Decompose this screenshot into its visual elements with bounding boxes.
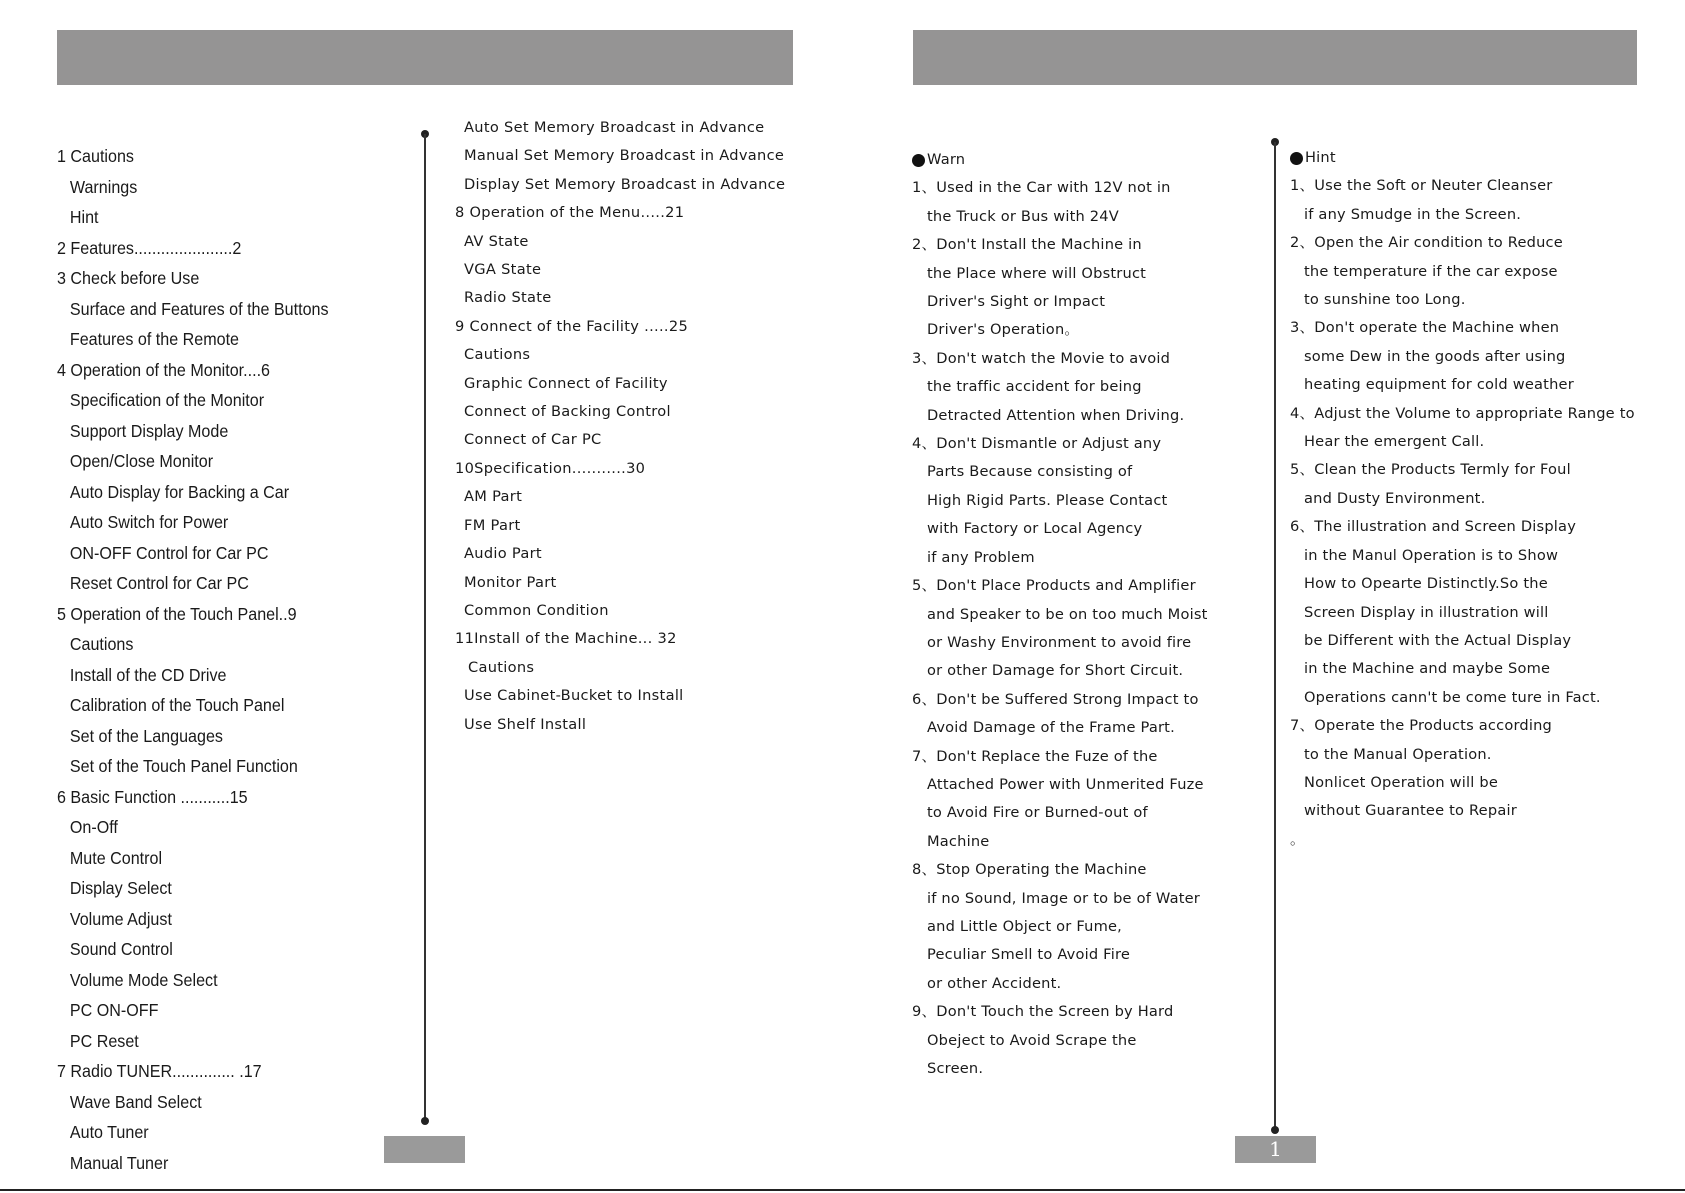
- warn-line: Driver's Operation。: [927, 321, 1080, 339]
- toc-entry: 8 Operation of the Menu.....21: [455, 204, 685, 222]
- toc-entry: AV State: [464, 232, 529, 250]
- toc-entry: Wave Band Select: [69, 1091, 202, 1112]
- toc-entry: Use Shelf Install: [464, 715, 587, 733]
- toc-entry: 1 Cautions: [57, 146, 134, 166]
- hint-heading: [1290, 144, 1685, 172]
- hint-line: Hear the emergent Call.: [1304, 433, 1485, 451]
- toc-entry: VGA State: [464, 261, 542, 279]
- warn-line: 9、Don't Touch the Screen by Hard: [912, 1003, 1174, 1021]
- toc-entry: Cautions: [468, 658, 535, 676]
- warn-line: Parts Because consisting of: [927, 463, 1133, 481]
- toc-entry: Cautions: [464, 346, 531, 364]
- warn-line: 5、Don't Place Products and Amplifier: [912, 577, 1196, 595]
- warn-line: 7、Don't Replace the Fuze of the: [912, 747, 1158, 765]
- warn-heading: [912, 146, 1208, 174]
- hint-line: be Different with the Actual Display: [1304, 631, 1572, 649]
- toc-entry: Volume Adjust: [69, 908, 172, 929]
- toc-entry: On-Off: [69, 817, 118, 837]
- toc-entry: ON-OFF Control for Car PC: [69, 542, 269, 563]
- warn-line: the Truck or Bus with 24V: [927, 207, 1119, 225]
- page-number-tab-right: 1: [1235, 1136, 1316, 1163]
- warn-line: 2、Don't Install the Machine in: [912, 236, 1142, 254]
- hint-line: in the Manul Operation is to Show: [1304, 546, 1559, 564]
- hint-line: if any Smudge in the Screen.: [1304, 205, 1522, 223]
- toc-entry: Radio State: [464, 289, 552, 307]
- vertical-divider-left: [424, 134, 426, 1121]
- warn-line: Peculiar Smell to Avoid Fire: [927, 946, 1131, 964]
- hint-line: in the Machine and maybe Some: [1304, 660, 1551, 678]
- toc-entry: Warnings: [69, 176, 138, 197]
- toc-entry: Manual Tuner: [69, 1152, 169, 1173]
- toc-entry: Cautions: [69, 634, 134, 654]
- warn-line: the Place where will Obstruct: [927, 264, 1147, 282]
- warn-line: if any Problem: [927, 548, 1035, 566]
- warn-line: if no Sound, Image or to be of Water: [927, 889, 1201, 907]
- hint-line: 5、Clean the Products Termly for Foul: [1290, 461, 1571, 479]
- header-bar-left: [57, 30, 793, 85]
- toc-entry: Graphic Connect of Facility: [464, 374, 668, 392]
- toc-entry: Manual Set Memory Broadcast in Advance: [464, 147, 785, 165]
- toc-entry: 10Specification...........30: [455, 459, 646, 477]
- hint-line: 2、Open the Air condition to Reduce: [1290, 234, 1563, 252]
- toc-entry: Support Display Mode: [69, 420, 229, 441]
- hint-line: 。: [1290, 830, 1305, 848]
- header-bar-right: [913, 30, 1637, 85]
- warn-section: [912, 146, 1208, 1083]
- toc-entry: Monitor Part: [464, 573, 557, 591]
- hint-line: 7、Operate the Products according: [1290, 717, 1553, 735]
- hint-line: some Dew in the goods after using: [1304, 347, 1566, 365]
- toc-entry: Display Select: [69, 878, 172, 898]
- hint-line: Screen Display in illustration will: [1304, 603, 1549, 621]
- hint-line: 3、Don't operate the Machine when: [1290, 319, 1560, 337]
- warn-line: Avoid Damage of the Frame Part.: [927, 719, 1175, 737]
- hint-line: 4、Adjust the Volume to appropriate Range to: [1290, 404, 1635, 422]
- divider-dot-bottom-left: [421, 1117, 429, 1125]
- warn-line: Attached Power with Unmerited Fuze: [927, 775, 1204, 793]
- warn-line: with Factory or Local Agency: [927, 520, 1143, 538]
- toc-entry: Volume Mode Select: [69, 969, 218, 990]
- hint-line: 6、The illustration and Screen Display: [1290, 518, 1577, 536]
- toc-entry: Auto Display for Backing a Car: [69, 481, 290, 502]
- toc-entry: Audio Part: [464, 545, 542, 563]
- toc-entry: 3 Check before Use: [57, 268, 200, 288]
- toc-entry: 7 Radio TUNER.............. .17: [57, 1061, 262, 1081]
- toc-entry: 9 Connect of the Facility .....25: [455, 317, 689, 335]
- toc-entry: 11Install of the Machine... 32: [455, 630, 677, 648]
- warn-line: 4、Don't Dismantle or Adjust any: [912, 435, 1162, 453]
- bullet-dot-icon: [912, 154, 925, 167]
- toc-entry: Auto Set Memory Broadcast in Advance: [464, 119, 765, 136]
- toc-entry: Display Set Memory Broadcast in Advance: [464, 175, 786, 193]
- table-of-contents-column-2: [455, 114, 785, 739]
- page-number-tab-left: [384, 1136, 465, 1163]
- toc-entry: Connect of Car PC: [464, 431, 602, 449]
- toc-entry: PC Reset: [69, 1030, 139, 1051]
- toc-entry: Auto Tuner: [69, 1122, 149, 1142]
- toc-entry: Reset Control for Car PC: [69, 573, 249, 593]
- warn-line: or other Accident.: [927, 974, 1062, 992]
- toc-entry: Install of the CD Drive: [69, 664, 227, 685]
- toc-entry: Connect of Backing Control: [464, 403, 671, 421]
- warn-line: and Little Object or Fume,: [927, 917, 1123, 935]
- toc-entry: Features of the Remote: [69, 329, 240, 349]
- warn-line: 3、Don't watch the Movie to avoid: [912, 349, 1171, 367]
- warn-line: 6、Don't be Suffered Strong Impact to: [912, 690, 1199, 708]
- toc-entry: 2 Features......................2: [57, 237, 242, 258]
- warn-line: High Rigid Parts. Please Contact: [927, 491, 1168, 509]
- hint-line: the temperature if the car expose: [1304, 262, 1558, 280]
- toc-entry: FM Part: [464, 516, 521, 534]
- toc-entry: 4 Operation of the Monitor....6: [57, 359, 271, 380]
- hint-line: 1、Use the Soft or Neuter Cleanser: [1290, 177, 1553, 195]
- bottom-rule: [0, 1189, 1685, 1191]
- toc-entry: Mute Control: [69, 847, 163, 868]
- toc-entry: 5 Operation of the Touch Panel..9: [57, 603, 297, 624]
- table-of-contents-column-1: [57, 141, 329, 1178]
- warn-heading-text: Warn: [927, 151, 966, 168]
- warn-line: or Washy Environment to avoid fire: [927, 633, 1192, 651]
- toc-entry: 6 Basic Function ...........15: [57, 786, 248, 807]
- hint-line: Operations cann't be come ture in Fact.: [1304, 688, 1601, 706]
- warn-line: the traffic accident for being: [927, 378, 1142, 396]
- toc-entry: Specification of the Monitor: [69, 390, 265, 410]
- toc-entry: AM Part: [464, 488, 523, 506]
- hint-line: Nonlicet Operation will be: [1304, 773, 1499, 791]
- warn-line: 1、Used in the Car with 12V not in: [912, 179, 1171, 197]
- toc-entry: Open/Close Monitor: [69, 451, 214, 471]
- warn-line: Machine: [927, 832, 990, 850]
- toc-entry: Common Condition: [464, 601, 609, 619]
- hint-line: and Dusty Environment.: [1304, 489, 1486, 507]
- hint-line: How to Opearte Distinctly.So the: [1304, 575, 1548, 593]
- divider-dot-bottom-right: [1271, 1126, 1279, 1134]
- hint-heading-text: Hint: [1305, 149, 1336, 166]
- warn-line: or other Damage for Short Circuit.: [927, 662, 1184, 680]
- bullet-dot-icon: [1290, 152, 1303, 165]
- hint-line: to the Manual Operation.: [1304, 745, 1492, 763]
- toc-entry: PC ON-OFF: [69, 1000, 159, 1020]
- hint-section: [1290, 144, 1685, 854]
- warn-line: and Speaker to be on too much Moist: [927, 605, 1208, 623]
- hint-line: without Guarantee to Repair: [1304, 802, 1517, 820]
- toc-entry: Sound Control: [69, 939, 173, 959]
- toc-entry: Use Cabinet-Bucket to Install: [464, 687, 684, 705]
- warn-line: Driver's Sight or Impact: [927, 293, 1106, 311]
- warn-line: Detracted Attention when Driving.: [927, 406, 1185, 424]
- warn-line: 8、Stop Operating the Machine: [912, 861, 1147, 879]
- warn-line: Obeject to Avoid Scrape the: [927, 1031, 1137, 1049]
- hint-line: heating equipment for cold weather: [1304, 376, 1574, 394]
- hint-line: to sunshine too Long.: [1304, 291, 1466, 309]
- toc-entry: Auto Switch for Power: [69, 512, 229, 532]
- warn-line: to Avoid Fire or Burned-out of: [927, 804, 1148, 822]
- vertical-divider-right: [1274, 142, 1276, 1130]
- warn-line: Screen.: [927, 1060, 984, 1077]
- toc-entry: Set of the Languages: [69, 725, 223, 746]
- toc-entry: Set of the Touch Panel Function: [69, 756, 298, 776]
- toc-entry: Surface and Features of the Buttons: [69, 298, 329, 319]
- toc-entry: Calibration of the Touch Panel: [69, 695, 285, 715]
- toc-entry: Hint: [69, 207, 99, 227]
